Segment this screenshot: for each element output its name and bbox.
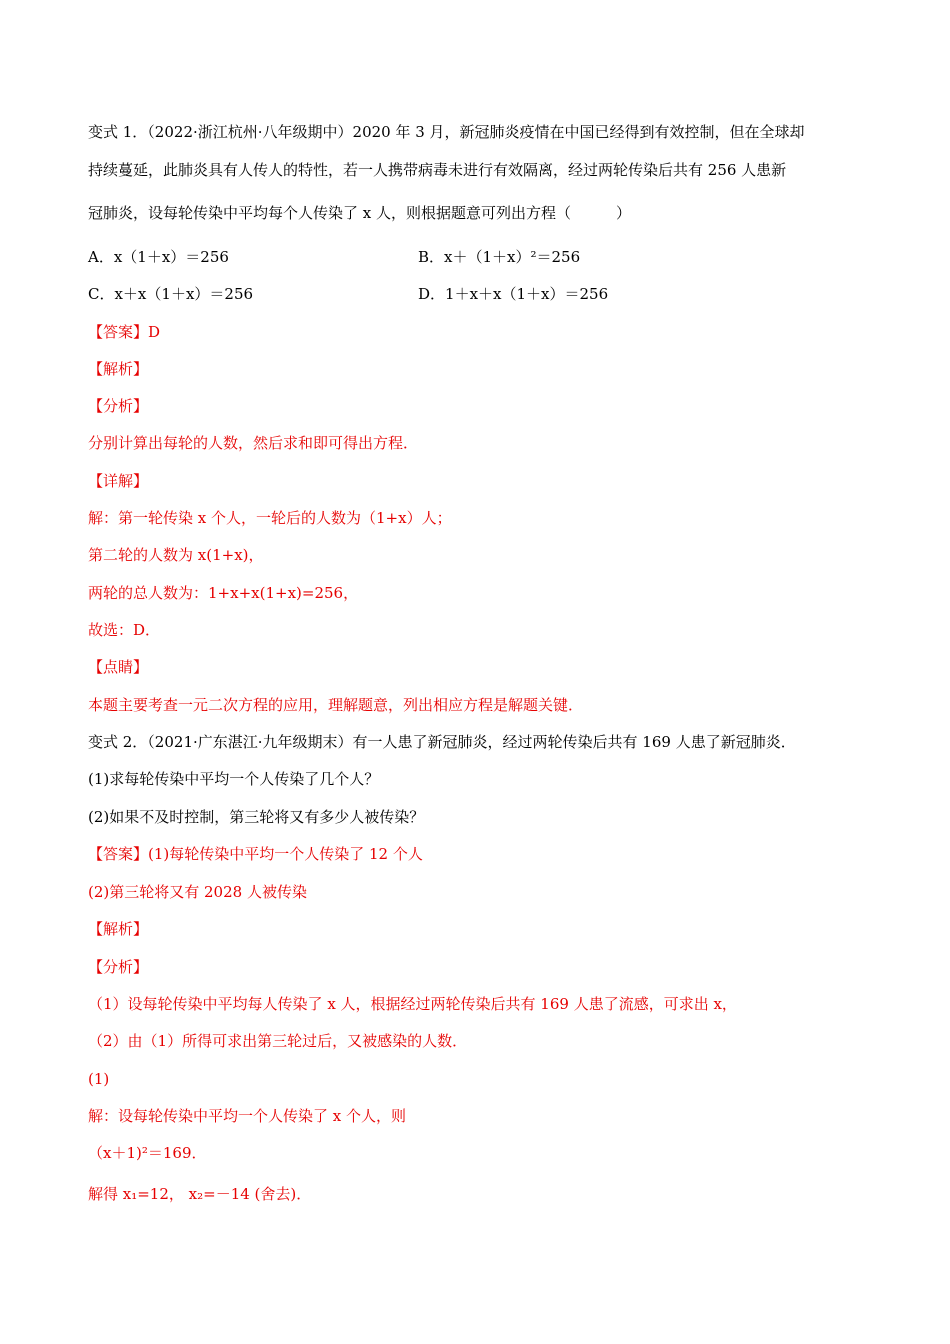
q1-analysis: 分别计算出每轮的人数，然后求和即可得出方程． xyxy=(88,434,419,452)
q1-solution-1: 解：第一轮传染 x 个人，一轮后的人数为（1+x）人； xyxy=(88,509,452,527)
q1-option-d: D．1＋x＋x（1＋x）＝256 xyxy=(418,285,609,303)
q2-answer-1: 【答案】(1)每轮传染中平均一个人传染了 12 个人 xyxy=(88,845,423,863)
q1-line-3: 冠肺炎，设每轮传染中平均每个人传染了 x 人，则根据题意可列出方程（ ） xyxy=(88,204,631,222)
q1-line-1: 变式 1．（2022·浙江杭州·八年级期中）2020 年 3 月，新冠肺炎疫情在中国已经得到有效控制，但在全球却 xyxy=(88,123,805,141)
q2-analysis-2: （2）由（1）所得可求出第三轮过后，又被感染的人数． xyxy=(88,1032,468,1050)
q2-answer-2: (2)第三轮将又有 2028 人被传染 xyxy=(88,883,307,901)
q1-option-a: A．x（1＋x）＝256 xyxy=(88,248,229,266)
q1-solution-4: 故选：D． xyxy=(88,621,161,639)
q2-analysis-1: （1）设每轮传染中平均每人传染了 x 人，根据经过两轮传染后共有 169 人患了流感，可求出 x， xyxy=(88,995,737,1013)
q1-line-2: 持续蔓延，此肺炎具有人传人的特性，若一人携带病毒未进行有效隔离，经过两轮传染后共有 256 人患新 xyxy=(88,161,787,179)
q2-solution-2: （x＋1)²＝169． xyxy=(88,1144,207,1162)
q1-answer: 【答案】D xyxy=(88,323,161,341)
q2-part-1: (1) xyxy=(88,1070,110,1088)
q2-sub-1: (1)求每轮传染中平均一个人传染了几个人？ xyxy=(88,770,380,788)
q2-fenxi-heading: 【分析】 xyxy=(88,958,149,976)
q1-fenxi-heading: 【分析】 xyxy=(88,397,149,415)
q1-solution-3: 两轮的总人数为：1+x+x(1+x)=256， xyxy=(88,584,359,602)
q1-xiangjie-heading: 【详解】 xyxy=(88,472,149,490)
q2-sub-2: (2)如果不及时控制，第三轮将又有多少人被传染？ xyxy=(88,808,425,826)
q2-solution-1: 解：设每轮传染中平均一个人传染了 x 个人，则 xyxy=(88,1107,406,1125)
q1-comment: 本题主要考查一元二次方程的应用，理解题意，列出相应方程是解题关键． xyxy=(88,696,584,714)
q2-jiexi-heading: 【解析】 xyxy=(88,920,149,938)
q1-solution-2: 第二轮的人数为 x(1+x)， xyxy=(88,546,264,564)
q1-option-b: B．x＋（1＋x）²＝256 xyxy=(418,248,581,266)
q1-option-c: C．x＋x（1＋x）＝256 xyxy=(88,285,254,303)
q1-dianjing-heading: 【点睛】 xyxy=(88,658,149,676)
q2-solution-3: 解得 x₁=12， x₂=－14 (舍去)． xyxy=(88,1185,312,1203)
q1-jiexi-heading: 【解析】 xyxy=(88,360,149,378)
q2-line-1: 变式 2．（2021·广东湛江·九年级期末）有一人患了新冠肺炎，经过两轮传染后共有 169 人患了新冠肺炎． xyxy=(88,733,796,751)
